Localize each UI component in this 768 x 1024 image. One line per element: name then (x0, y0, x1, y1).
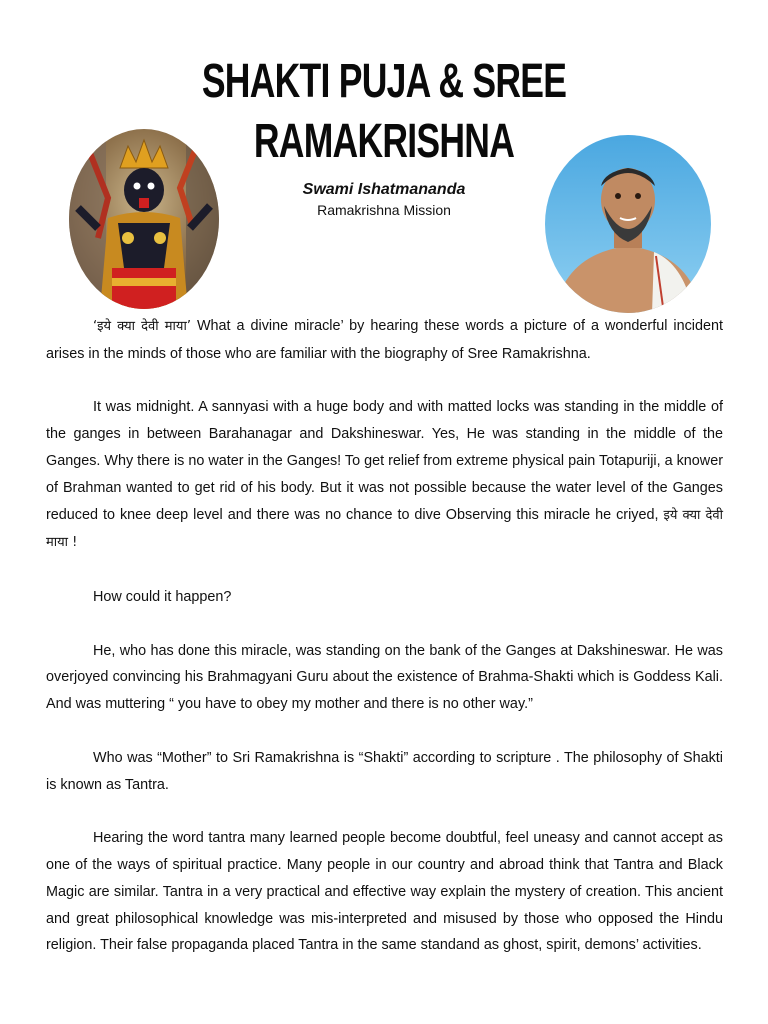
paragraph: How could it happen? (93, 588, 232, 605)
paragraph: It was midnight. A sannyasi with a huge body and with matted locks was standing in the middle of the ganges in between Barahanagar and Dakshineswar. Yes, He was standing in the middle of the Ganges. Why there is no water in the Ganges! To get relief from extreme physical pain Totapuriji, a knower of Brahman wanted to get rid of his body. But it was not possible because the water level of the Ganges reduced to knee deep level and there was no chance to dive Observing this miracle he criyed, इये क्या देवी माया ! (46, 399, 723, 551)
author-name: Swami Ishatmananda (302, 181, 466, 198)
hindi-quote: इये क्या देवी माया ! (46, 507, 723, 551)
ramakrishna-portrait-image (544, 134, 712, 314)
hindi-quote: ‘इये क्या देवी माया’ (93, 319, 191, 334)
paragraph: ‘इये क्या देवी माया’ What a divine miracle’ by hearing these words a picture of a wonderful incident arises in the minds of those who are familiar with the biography of Sree Ramakrishna. (46, 318, 724, 362)
paragraph: He, who has done this miracle, was standing on the bank of the Ganges at Dakshineswar. He was overjoyed convincing his Brahmagyani Guru about the existence of Brahma-Shakti which is Goddess Kali. And was muttering “ you have to obey my mother and there is no other way.” (46, 642, 723, 713)
paragraph: Who was “Mother” to Sri Ramakrishna is “Shakti” according to scripture . The philosophy of Shakti is known as Tantra. (46, 749, 723, 793)
page-title: SHAKTI PUJA & SREE RAMAKRISHNA (201, 55, 567, 168)
paragraph: Hearing the word tantra many learned people become doubtful, feel uneasy and cannot accept as one of the ways of spiritual practice. Many people in our country and abroad think that Tantra and Black Magic are similar. Tantra in a very practical and effective way explain the mystery of creation. This ancient and great philosophical knowledge was mis-interpreted and misused by those who opposed the Hindu religion. Their false propaganda placed Tantra in the same standand as ghost, spirit, demons’ activities. (46, 830, 723, 954)
goddess-kali-image (68, 128, 220, 310)
author-organization: Ramakrishna Mission (317, 202, 451, 218)
byline (234, 180, 534, 219)
article-body (46, 313, 723, 986)
